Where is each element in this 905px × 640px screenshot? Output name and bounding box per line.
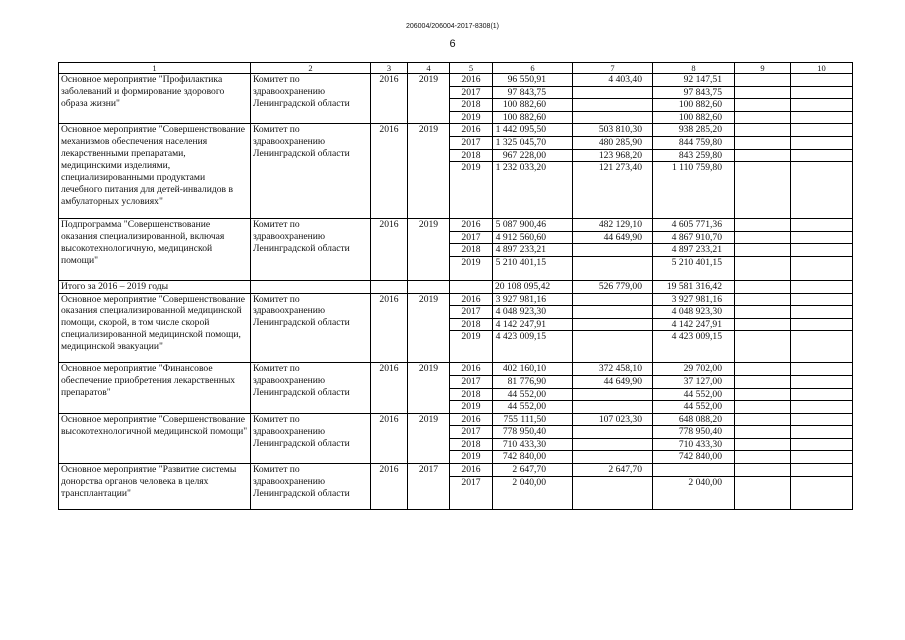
amount-other	[791, 86, 853, 99]
amount-federal	[573, 451, 653, 464]
amount-regional: 37 127,00	[653, 375, 735, 388]
amount-local	[735, 401, 791, 414]
amount-other	[791, 413, 853, 426]
amount-regional: 938 285,20	[653, 124, 735, 137]
amount-local	[735, 124, 791, 137]
amount-local	[735, 464, 791, 477]
amount-federal	[573, 306, 653, 319]
amount-regional: 2 040,00	[653, 476, 735, 509]
amount-regional	[653, 464, 735, 477]
amount-federal: 2 647,70	[573, 464, 653, 477]
empty-cell	[371, 280, 408, 293]
amount-local	[735, 86, 791, 99]
end-year: 2019	[408, 413, 450, 463]
amount-federal: 482 129,10	[573, 219, 653, 232]
amount-regional: 4 142 247,91	[653, 318, 735, 331]
amount-regional: 742 840,00	[653, 451, 735, 464]
amount-total: 2 647,70	[493, 464, 573, 477]
executor-name: Комитет по здравоохранению Ленинградской области	[251, 464, 371, 510]
fiscal-year: 2019	[450, 331, 493, 363]
amount-total: 4 423 009,15	[493, 331, 573, 363]
column-number: 6	[493, 63, 573, 74]
fiscal-year: 2017	[450, 306, 493, 319]
fiscal-year: 2016	[450, 74, 493, 87]
amount-total: 742 840,00	[493, 451, 573, 464]
amount-other	[791, 375, 853, 388]
amount-other	[791, 293, 853, 306]
amount-total: 44 552,00	[493, 401, 573, 414]
amount-local	[735, 426, 791, 439]
amount-total: 4 048 923,30	[493, 306, 573, 319]
fiscal-year: 2019	[450, 256, 493, 280]
start-year: 2016	[371, 363, 408, 413]
executor-name: Комитет по здравоохранению Ленинградской области	[251, 363, 371, 413]
amount-total: 710 433,30	[493, 438, 573, 451]
column-number: 9	[735, 63, 791, 74]
activity-name: Основное мероприятие "Финансовое обеспечение приобретения лекарственных препаратов"	[59, 363, 251, 413]
amount-local	[735, 375, 791, 388]
fiscal-year: 2018	[450, 388, 493, 401]
start-year: 2016	[371, 219, 408, 281]
executor-name: Комитет по здравоохранению Ленинградской области	[251, 124, 371, 219]
amount-other	[791, 464, 853, 477]
table-row	[59, 219, 853, 232]
amount-local	[735, 438, 791, 451]
amount-regional: 778 950,40	[653, 426, 735, 439]
amount-other	[791, 74, 853, 87]
amount-local	[735, 318, 791, 331]
amount-regional: 648 088,20	[653, 413, 735, 426]
amount-total: 3 927 981,16	[493, 293, 573, 306]
empty-cell	[408, 280, 450, 293]
amount-regional: 710 433,30	[653, 438, 735, 451]
fiscal-year: 2019	[450, 162, 493, 219]
amount-total: 5 087 900,46	[493, 219, 573, 232]
amount-federal	[573, 99, 653, 112]
amount-total: 755 111,50	[493, 413, 573, 426]
amount-federal	[573, 476, 653, 509]
total-federal: 526 779,00	[573, 280, 653, 293]
amount-regional: 4 897 233,21	[653, 244, 735, 257]
amount-regional: 4 605 771,36	[653, 219, 735, 232]
fiscal-year: 2016	[450, 293, 493, 306]
amount-federal: 44 649,90	[573, 231, 653, 244]
amount-local	[735, 413, 791, 426]
amount-local	[735, 136, 791, 149]
amount-total: 96 550,91	[493, 74, 573, 87]
amount-regional: 844 759,80	[653, 136, 735, 149]
amount-local	[735, 293, 791, 306]
fiscal-year: 2017	[450, 476, 493, 509]
amount-local	[735, 244, 791, 257]
activity-name: Основное мероприятие "Совершенствование оказания специализированной медицинской помощи, скорой, в том числе скорой специализированной медицинской помощи, медицинской эвакуации"	[59, 293, 251, 363]
amount-regional: 100 882,60	[653, 111, 735, 124]
start-year: 2016	[371, 413, 408, 463]
amount-federal: 123 968,20	[573, 149, 653, 162]
column-number: 1	[59, 63, 251, 74]
activity-name: Основное мероприятие "Развитие системы донорства органов человека в целях трансплантации"	[59, 464, 251, 510]
amount-total: 4 912 560,60	[493, 231, 573, 244]
fiscal-year: 2018	[450, 318, 493, 331]
amount-federal: 4 403,40	[573, 74, 653, 87]
total-regional: 19 581 316,42	[653, 280, 735, 293]
amount-other	[791, 256, 853, 280]
amount-local	[735, 451, 791, 464]
fiscal-year: 2019	[450, 401, 493, 414]
amount-other	[791, 438, 853, 451]
fiscal-year: 2016	[450, 124, 493, 137]
amount-federal	[573, 256, 653, 280]
fiscal-year: 2019	[450, 451, 493, 464]
executor-name: Комитет по здравоохранению Ленинградской области	[251, 74, 371, 124]
amount-other	[791, 306, 853, 319]
amount-federal	[573, 293, 653, 306]
amount-total: 402 160,10	[493, 363, 573, 376]
executor-name: Комитет по здравоохранению Ленинградской области	[251, 413, 371, 463]
empty-cell	[450, 280, 493, 293]
amount-local	[735, 476, 791, 509]
amount-regional: 4 423 009,15	[653, 331, 735, 363]
amount-other	[791, 476, 853, 509]
amount-total: 5 210 401,15	[493, 256, 573, 280]
amount-regional: 5 210 401,15	[653, 256, 735, 280]
end-year: 2019	[408, 219, 450, 281]
amount-total: 97 843,75	[493, 86, 573, 99]
table-body	[59, 63, 853, 510]
amount-total: 4 142 247,91	[493, 318, 573, 331]
activity-name: Основное мероприятие "Совершенствование высокотехнологичной медицинской помощи"	[59, 413, 251, 463]
amount-other	[791, 99, 853, 112]
executor-name: Комитет по здравоохранению Ленинградской области	[251, 293, 371, 363]
start-year: 2016	[371, 464, 408, 510]
amount-total: 2 040,00	[493, 476, 573, 509]
total-label: Итого за 2016 – 2019 годы	[59, 280, 251, 293]
start-year: 2016	[371, 124, 408, 219]
amount-regional: 1 110 759,80	[653, 162, 735, 219]
activity-name: Подпрограмма "Совершенствование оказания специализированной, включая высокотехнологичную, медицинской помощи"	[59, 219, 251, 281]
amount-other	[791, 162, 853, 219]
fiscal-year: 2017	[450, 136, 493, 149]
start-year: 2016	[371, 74, 408, 124]
fiscal-year: 2016	[450, 363, 493, 376]
table-row	[59, 464, 853, 477]
amount-local	[735, 388, 791, 401]
amount-local	[735, 149, 791, 162]
executor-name: Комитет по здравоохранению Ленинградской области	[251, 219, 371, 281]
amount-local	[735, 162, 791, 219]
amount-local	[735, 99, 791, 112]
column-number: 8	[653, 63, 735, 74]
amount-regional: 92 147,51	[653, 74, 735, 87]
amount-total: 100 882,60	[493, 111, 573, 124]
amount-local	[735, 74, 791, 87]
table-row	[59, 293, 853, 306]
fiscal-year: 2018	[450, 99, 493, 112]
start-year: 2016	[371, 293, 408, 363]
amount-regional: 97 843,75	[653, 86, 735, 99]
column-number: 7	[573, 63, 653, 74]
amount-other	[791, 124, 853, 137]
amount-federal	[573, 438, 653, 451]
amount-regional: 843 259,80	[653, 149, 735, 162]
end-year: 2019	[408, 363, 450, 413]
table-row	[59, 363, 853, 376]
amount-total: 100 882,60	[493, 99, 573, 112]
column-number: 2	[251, 63, 371, 74]
amount-other	[791, 219, 853, 232]
amount-regional: 44 552,00	[653, 401, 735, 414]
amount-other	[791, 331, 853, 363]
activity-name: Основное мероприятие "Профилактика заболеваний и формирование здорового образа жизни"	[59, 74, 251, 124]
amount-federal	[573, 86, 653, 99]
table-row	[59, 413, 853, 426]
amount-federal: 372 458,10	[573, 363, 653, 376]
end-year: 2019	[408, 124, 450, 219]
amount-federal	[573, 426, 653, 439]
amount-federal: 107 023,30	[573, 413, 653, 426]
fiscal-year: 2019	[450, 111, 493, 124]
amount-federal	[573, 401, 653, 414]
amount-federal: 480 285,90	[573, 136, 653, 149]
amount-regional: 44 552,00	[653, 388, 735, 401]
amount-other	[791, 231, 853, 244]
amount-total: 1 442 095,50	[493, 124, 573, 137]
fiscal-year: 2018	[450, 149, 493, 162]
amount-local	[735, 363, 791, 376]
amount-federal	[573, 331, 653, 363]
amount-local	[735, 219, 791, 232]
column-number: 3	[371, 63, 408, 74]
amount-federal	[573, 111, 653, 124]
amount-other	[791, 401, 853, 414]
amount-federal: 121 273,40	[573, 162, 653, 219]
total-sum: 20 108 095,42	[493, 280, 573, 293]
end-year: 2019	[408, 293, 450, 363]
amount-regional: 29 702,00	[653, 363, 735, 376]
fiscal-year: 2018	[450, 244, 493, 257]
amount-federal	[573, 318, 653, 331]
end-year: 2019	[408, 74, 450, 124]
amount-other	[791, 388, 853, 401]
budget-table	[58, 62, 853, 510]
subprogram-total-row	[59, 280, 853, 293]
amount-local	[735, 306, 791, 319]
table-row	[59, 124, 853, 137]
fiscal-year: 2017	[450, 231, 493, 244]
amount-total: 967 228,00	[493, 149, 573, 162]
amount-federal	[573, 244, 653, 257]
fiscal-year: 2017	[450, 375, 493, 388]
amount-local	[735, 280, 791, 293]
amount-total: 4 897 233,21	[493, 244, 573, 257]
column-number-row	[59, 63, 853, 74]
amount-other	[791, 451, 853, 464]
amount-federal: 44 649,90	[573, 375, 653, 388]
amount-regional: 4 867 910,70	[653, 231, 735, 244]
amount-total: 778 950,40	[493, 426, 573, 439]
page-number: 6	[449, 38, 456, 50]
document-number: 206004/206004-2017-8308(1)	[405, 23, 500, 30]
amount-regional: 4 048 923,30	[653, 306, 735, 319]
fiscal-year: 2016	[450, 464, 493, 477]
amount-other	[791, 426, 853, 439]
fiscal-year: 2017	[450, 426, 493, 439]
column-number: 10	[791, 63, 853, 74]
amount-local	[735, 256, 791, 280]
column-number: 5	[450, 63, 493, 74]
amount-federal: 503 810,30	[573, 124, 653, 137]
end-year: 2017	[408, 464, 450, 510]
amount-total: 44 552,00	[493, 388, 573, 401]
amount-other	[791, 244, 853, 257]
column-number: 4	[408, 63, 450, 74]
amount-local	[735, 111, 791, 124]
amount-regional: 100 882,60	[653, 99, 735, 112]
amount-total: 1 325 045,70	[493, 136, 573, 149]
table-row	[59, 74, 853, 87]
amount-other	[791, 149, 853, 162]
amount-other	[791, 111, 853, 124]
amount-local	[735, 331, 791, 363]
fiscal-year: 2016	[450, 413, 493, 426]
fiscal-year: 2017	[450, 86, 493, 99]
activity-name: Основное мероприятие "Совершенствование механизмов обеспечения населения лекарственными препаратами, медицинскими изделиями, специализированными продуктами лечебного питания для детей-инвалидов в амбулаторных условиях"	[59, 124, 251, 219]
amount-regional: 3 927 981,16	[653, 293, 735, 306]
amount-local	[735, 231, 791, 244]
amount-federal	[573, 388, 653, 401]
amount-other	[791, 318, 853, 331]
amount-other	[791, 363, 853, 376]
amount-total: 1 232 033,20	[493, 162, 573, 219]
empty-cell	[251, 280, 371, 293]
amount-other	[791, 280, 853, 293]
amount-other	[791, 136, 853, 149]
amount-total: 81 776,90	[493, 375, 573, 388]
fiscal-year: 2016	[450, 219, 493, 232]
fiscal-year: 2018	[450, 438, 493, 451]
